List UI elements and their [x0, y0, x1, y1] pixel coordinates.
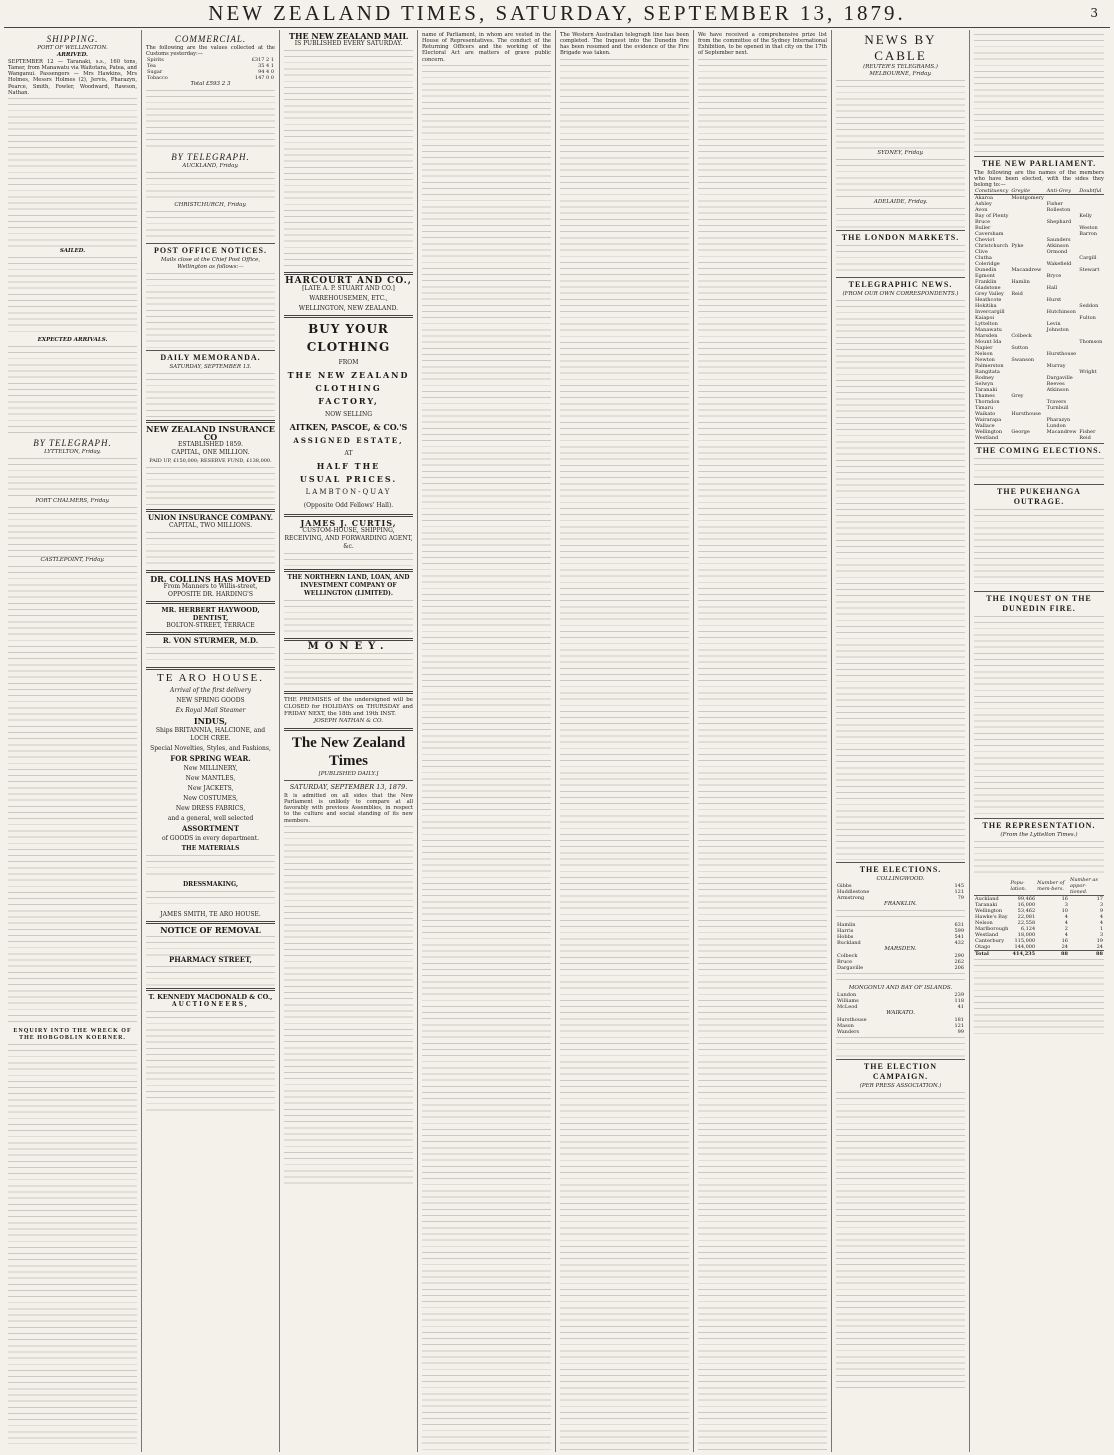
table-row: Marsden Colbeck: [975, 333, 1032, 340]
table-row: Mason 121: [837, 1023, 964, 1029]
text-block: [836, 159, 965, 199]
ad-line: New DRESS FABRICS,: [175, 805, 246, 813]
text-block: [146, 532, 275, 568]
table-row: Sugar 94 4 0: [147, 69, 274, 76]
ad-line: THE NEW ZEALAND: [287, 370, 410, 380]
table-row: Rangitata Wright: [975, 369, 1097, 376]
table-row: Nelson 22,558 4 4: [975, 920, 1103, 927]
ad-line: (Opposite Odd Fellows' Hall).: [303, 502, 394, 509]
text-block: [836, 300, 965, 860]
table-row: Dunedin Macandrew Stewart: [975, 267, 1100, 274]
memoranda-heading: DAILY MEMORANDA.: [160, 353, 261, 363]
macdonald-title: T. KENNEDY MACDONALD & CO.,: [148, 993, 273, 1002]
text-block: [974, 959, 1104, 1039]
table-row: Palmerston Murray: [975, 363, 1066, 370]
london-markets-heading: THE LONDON MARKETS.: [841, 233, 960, 242]
insurance-capital: CAPITAL, ONE MILLION.: [171, 449, 250, 457]
table-row: Waikato Hursthouse: [975, 411, 1041, 418]
ad-line: INDUS,: [193, 716, 228, 727]
table-row: Hobbs 541: [837, 934, 964, 940]
premises-sign: JOSEPH NATHAN & CO.: [313, 718, 383, 724]
table-row: Clive Ormond: [975, 249, 1068, 256]
table-row: Buller Weston: [975, 225, 1098, 232]
nz-times-title: The New Zealand Times: [291, 735, 406, 769]
table-row: Taranaki 16,000 3 3: [975, 902, 1103, 909]
money-ad: [284, 643, 413, 689]
melbourne-dateline: MELBOURNE, Friday.: [869, 71, 932, 77]
text-block: [146, 373, 275, 418]
text-block: [146, 1011, 275, 1111]
text-block: [836, 80, 965, 150]
nz-times-published: [PUBLISHED DAILY.]: [318, 771, 379, 777]
lyttelton-dateline: LYTTELTON, Friday.: [44, 448, 101, 455]
text-block: [284, 826, 413, 1186]
table-row: Nelson Hursthouse: [975, 351, 1077, 358]
text-block: [146, 891, 275, 909]
new-parliament-intro: The following are the names of the members who have been elected, with the sides they belong to:—: [974, 170, 1104, 189]
table-row: Napier Sutton: [975, 345, 1029, 352]
coming-elections-heading: THE COMING ELECTIONS.: [976, 446, 1102, 456]
table-row: Grey Valley Reid: [975, 291, 1023, 298]
table-row: Bruce 262: [837, 959, 964, 965]
text-block: [836, 973, 965, 985]
insurance-title: NEW ZEALAND INSURANCE CO: [146, 424, 275, 443]
dr-collins-line2: From Manners to Willis-street,: [163, 583, 258, 591]
table-row: Manawatu Johnston: [975, 327, 1069, 334]
sydney-dateline: SYDNEY, Friday.: [877, 150, 924, 156]
table-row: Bruce Shephard: [975, 219, 1072, 226]
union-ad: [146, 514, 275, 530]
ad-line: ASSIGNED ESTATE,: [293, 436, 404, 445]
text-block: [146, 936, 275, 956]
table-row: Kaiapoi Fulton: [975, 315, 1096, 322]
table-row: Cheviot Saunders: [975, 237, 1071, 244]
text-block: [836, 1037, 965, 1057]
column-local: [694, 30, 832, 1452]
ad-line: New COSTUMES,: [183, 795, 238, 803]
representation-table: [974, 877, 1104, 957]
table-row: Thorndon Travers: [975, 399, 1067, 406]
table-header-row: Constituency Greyite Anti-Grey Doubtful: [974, 188, 1104, 195]
text-block: [974, 841, 1104, 877]
nz-times-date: SATURDAY, SEPTEMBER 13, 1879.: [289, 783, 408, 791]
ad-line: FROM: [338, 359, 359, 366]
franklin-heading: FRANKLIN.: [884, 901, 917, 907]
customs-total: Total £593 2 3: [190, 81, 231, 88]
table-row: Marlborough 6,124 2 1: [975, 926, 1103, 933]
ad-line: LAMBTON-QUAY: [305, 488, 392, 496]
text-block: [836, 910, 965, 922]
ad-line: JAMES SMITH, TE ARO HOUSE.: [160, 911, 261, 919]
text-block: [836, 245, 965, 275]
curtis-title: JAMES J. CURTIS,: [300, 518, 397, 528]
ad-line: USUAL PRICES.: [299, 474, 398, 484]
text-block: [8, 507, 137, 557]
ad-line: DRESSMAKING,: [182, 881, 239, 889]
shipping-heading: SHIPPING.: [46, 34, 99, 44]
insurance-paid: PAID UP, £150,000; RESERVE FUND, £138,000.: [149, 458, 272, 465]
text-block: [8, 346, 137, 436]
table-row: Williams 118: [837, 998, 964, 1004]
customs-table: [146, 57, 275, 81]
table-row: Hursthouse 181: [837, 1017, 964, 1023]
castlepoint-dateline: CASTLEPOINT, Friday.: [40, 556, 105, 563]
news-by-cable-sub: (REUTER'S TELEGRAMS.): [863, 64, 938, 70]
text-block: [8, 566, 137, 1026]
representation-sub: (From the Lyttelton Times.): [1000, 832, 1078, 839]
newspaper-columns: [4, 30, 1110, 1452]
newspaper-title: NEW ZEALAND TIMES, SATURDAY, SEPTEMBER 13, 1879.: [208, 1, 906, 25]
parliament-table: [974, 188, 1104, 441]
ad-line: ASSORTMENT: [181, 824, 240, 834]
table-row: Newton Swanson: [975, 357, 1035, 364]
ad-line: Arrival of the first delivery: [170, 687, 251, 695]
masthead-rule: [4, 27, 1110, 28]
outrage-heading: THE PUKEHANGA OUTRAGE.: [997, 487, 1081, 507]
northern-land-ad: [284, 574, 413, 636]
text-block: [146, 467, 275, 507]
table-row: Bay of Plenty Kelly: [975, 213, 1092, 220]
table-row: Auckland 99,466 16 17: [975, 896, 1103, 903]
money-title: MONEY.: [307, 641, 390, 652]
ad-line: New MILLINERY,: [183, 765, 238, 773]
table-row: McLeod 41: [837, 1004, 964, 1010]
marsden-heading: MARSDEN.: [884, 946, 917, 952]
dr-collins-ad: [146, 575, 275, 599]
text-block: [974, 616, 1104, 816]
table-row: Hawke's Bay 22,081 4 4: [975, 914, 1103, 921]
removal-title: NOTICE OF REMOVAL: [160, 925, 261, 936]
northern-title: THE NORTHERN LAND, LOAN, AND INVESTMENT COMPANY OF WELLINGTON (LIMITED).: [287, 574, 410, 597]
table-row: Hamlin 631: [837, 922, 964, 928]
macdonald-ad: [146, 993, 275, 1111]
premises-text: THE PREMISES of the undersigned will be CLOSED for HOLIDAYS on THURSDAY and FRIDAY NEXT, the 18th and 19th INST.: [284, 697, 413, 717]
table-row: Lundon 239: [837, 992, 964, 998]
text-block: [284, 553, 413, 567]
table-row: Invercargill Hutchinson: [975, 309, 1076, 316]
union-title: UNION INSURANCE COMPANY.: [147, 513, 274, 523]
column-commercial: [142, 30, 280, 1452]
insurance-est: ESTABLISHED 1859.: [178, 441, 243, 449]
mongonui-heading: MONGONUI AND BAY OF ISLANDS.: [848, 985, 953, 991]
von-sturmer-ad: [146, 637, 275, 645]
table-row: Lyttelton Levin: [975, 321, 1061, 328]
adelaide-dateline: ADELAIDE, Friday.: [873, 199, 928, 205]
campaign-sub: (PER PRESS ASSOCIATION.): [859, 1083, 942, 1089]
ad-line: FOR SPRING WEAR.: [170, 754, 251, 764]
ad-line: NOW SELLING: [324, 411, 373, 418]
table-row: Tobacco 147 0 0: [147, 75, 274, 82]
mail-sub: IS PUBLISHED EVERY SATURDAY.: [294, 40, 403, 47]
mail-title: THE NEW ZEALAND MAIL: [288, 31, 408, 41]
table-row: Buckland 432: [837, 940, 964, 946]
text-block: [284, 653, 413, 689]
table-row: Akaroa Montgomery: [975, 195, 1044, 202]
text-block: [284, 50, 413, 270]
text-block: [8, 98, 137, 248]
te-aro-house-ad: [146, 672, 275, 919]
table-row: Otago 144,000 24 24: [975, 944, 1103, 951]
macdonald-sub: AUCTIONEERS,: [172, 1001, 249, 1009]
text-block: [974, 509, 1104, 589]
table-row: Wellington George Macandrew Fisher: [975, 429, 1096, 436]
mongonui-table: [836, 992, 965, 1010]
table-row: Westland Reid: [975, 435, 1091, 442]
port-heading: PORT OF WELLINGTON.: [37, 45, 108, 51]
arrived-text: SEPTEMBER 12 — Taranaki, s.s., 160 tons, Tamer, from Manawatu via Waitotara, Patea, and Wanganui. Passengers — Mrs Hawkins, Mrs Holmes, Messrs Holmes (2), Jervis, Pharazyn, Pearce, Smith, Fowler, Woodward, Rawson, Nathan.: [8, 59, 137, 96]
text-block: [284, 600, 413, 636]
table-row: Clutha Cargill: [975, 255, 1097, 262]
table-row: Canterbury 115,000 16 19: [975, 938, 1103, 945]
text-block: [146, 966, 275, 986]
table-row: Timaru Turnbull: [975, 405, 1069, 412]
von-sturmer-title: R. VON STURMER, M.D.: [162, 636, 259, 646]
haywood-ad: [146, 606, 275, 630]
pharmacy-title: PHARMACY STREET,: [169, 955, 252, 965]
enquiry-heading: ENQUIRY INTO THE WRECK OF THE HOBGOBLIN KOERNER.: [13, 1027, 132, 1041]
campaign-heading: THE ELECTION CAMPAIGN.: [863, 1062, 938, 1081]
sailed-heading: SAILED.: [59, 247, 86, 254]
text-block: [146, 647, 275, 665]
arrived-heading: ARRIVED.: [57, 52, 88, 58]
clothing-factory-ad: [284, 320, 413, 512]
ad-line: New JACKETS,: [187, 785, 234, 793]
text-block: [146, 172, 275, 202]
waikato-table: [836, 1017, 965, 1035]
column-parliament: [970, 30, 1108, 1452]
harcourt-ad: [284, 277, 413, 313]
curtis-sub: CUSTOM-HOUSE, SHIPPING, RECEIVING, AND FORWARDING AGENT, &c.: [284, 527, 413, 550]
table-row: Hokitika Seddon: [975, 303, 1099, 310]
table-row: Colbeck 290: [837, 953, 964, 959]
harcourt-title: HARCOURT AND CO.,: [285, 276, 412, 286]
ad-line: Special Novelties, Styles, and Fashions,: [150, 745, 271, 753]
christchurch-dateline: CHRISTCHURCH, Friday.: [174, 202, 247, 209]
memoranda-date: SATURDAY, SEPTEMBER 13.: [169, 364, 252, 371]
representation-heading: THE REPRESENTATION.: [982, 821, 1096, 831]
table-row: Gladstone Hall: [975, 285, 1058, 292]
text-block: [560, 59, 689, 1452]
by-telegraph-heading: BY TELEGRAPH.: [171, 152, 250, 163]
table-row: Christchurch Pyke Atkinson: [975, 243, 1069, 250]
harcourt-l3: WAREHOUSEMEN, ETC.,: [309, 295, 388, 302]
table-row: Ashley Fisher: [975, 201, 1063, 208]
table-row: Dargaville 206: [837, 965, 964, 971]
local-text: We have received a comprehensive prize list from the committee of the Sydney International Exhibition, to be opened in that city on the 17th of September next.: [698, 32, 827, 57]
text-block: [836, 208, 965, 228]
text-block: [8, 1044, 137, 1444]
ad-line: Ex Royal Mail Steamer: [175, 707, 246, 715]
new-parliament-heading: THE NEW PARLIAMENT.: [981, 159, 1097, 168]
marsden-table: [836, 953, 965, 971]
ad-line: Ships BRITANNIA, HALCIONE, and LOCH CREE.: [155, 727, 266, 743]
by-telegraph-heading: BY TELEGRAPH.: [33, 437, 112, 448]
representation-table-body: [974, 896, 1104, 958]
text-block: [698, 59, 827, 1452]
text-block: [8, 458, 137, 498]
text-block: [974, 458, 1104, 482]
table-row: Westland 18,000 4 3: [975, 932, 1103, 939]
table-row: Egmont Bryce: [975, 273, 1062, 280]
union-capital: CAPITAL, TWO MILLIONS.: [169, 522, 252, 530]
table-row: Wairarapa Pharazyn: [975, 417, 1071, 424]
te-aro-title: TE ARO HOUSE.: [157, 672, 264, 685]
ad-line: AITKEN, PASCOE, & CO.'S: [289, 422, 408, 432]
table-row: Mount Ida Thomson: [975, 339, 1103, 346]
waikato-heading: WAIKATO.: [886, 1010, 915, 1016]
haywood-line2: BOLTON-STREET, TERRACE: [166, 622, 255, 630]
ad-line: NEW SPRING GOODS: [176, 697, 245, 705]
editorial-lead: It is admitted on all sides that the New Parliament is unlikely to compare at all favorably with previous Assemblies, in respect to the culture and social standing of its new members.: [284, 793, 413, 824]
ad-line: HALF THE: [316, 461, 381, 471]
editorial-continued: name of Parliament, in whom are vested in the House of Representatives. The conduct of the Returning Officers and the working of the Electoral Act are matters of grave public concern.: [422, 32, 551, 63]
page-number: 3: [1090, 6, 1098, 20]
telegraphic-heading: TELEGRAPHIC NEWS.: [848, 280, 953, 289]
column-cable: [832, 30, 970, 1452]
expected-heading: EXPECTED ARRIVALS.: [37, 336, 108, 343]
text-block: [146, 855, 275, 879]
table-row: Huddlestone 121: [837, 889, 964, 895]
ad-line: New MANTLES,: [185, 775, 236, 783]
table-row: Gibbs 145: [837, 883, 964, 889]
news-by-cable-title: NEWS BY CABLE: [864, 32, 937, 63]
curtis-ad: [284, 519, 413, 567]
text-block: [974, 34, 1104, 154]
text-block: [8, 257, 137, 337]
table-row: Heathcote Hurst: [975, 297, 1062, 304]
auckland-dateline: AUCKLAND, Friday.: [182, 163, 239, 170]
post-office-sub: Mails close at the Chief Post Office, Wellington as follows:—: [160, 257, 261, 271]
column-editorial: [418, 30, 556, 1452]
table-row: Wallace Lundon: [975, 423, 1066, 430]
ad-line: BUY YOUR CLOTHING: [306, 322, 391, 354]
text-block: [146, 273, 275, 348]
table-row: Rodney Dargaville: [975, 375, 1073, 382]
table-row: Thames Grey: [975, 393, 1024, 400]
ad-line: CLOTHING FACTORY,: [315, 383, 382, 406]
text-block: [422, 65, 551, 1452]
harcourt-l4: WELLINGTON, NEW ZEALAND.: [298, 305, 399, 312]
elections-heading: THE ELECTIONS.: [859, 865, 942, 874]
table-row: Selwyn Reeves: [975, 381, 1065, 388]
franklin-table: [836, 922, 965, 946]
table-row: Harris 599: [837, 928, 964, 934]
text-block: [836, 1092, 965, 1392]
table-row: Tea 35 4 1: [147, 63, 274, 70]
customs-intro: The following are the values collected at the Customs yesterday:—: [146, 45, 275, 58]
telegraphic-sub: (FROM OUR OWN CORRESPONDENTS.): [842, 291, 959, 297]
haywood-title: MR. HERBERT HAYWOOD, DENTIST,: [161, 606, 260, 623]
insurance-ad: [146, 425, 275, 465]
table-row: Avon Rolleston: [975, 207, 1071, 214]
removal-ad: [146, 926, 275, 986]
table-row: Spirits £317 2 1: [147, 57, 274, 64]
news-text: The Western Australian telegraph line has been completed. The Inquest into the Dunedin fire has been resumed and the evidence of the Fire Brigade was taken.: [560, 32, 689, 57]
collingwood-heading: COLLINGWOOD.: [876, 876, 925, 882]
text-block: [146, 90, 275, 150]
text-block: [146, 211, 275, 241]
table-row: Caversham Barron: [975, 231, 1097, 238]
parliament-table-body: [974, 195, 1104, 442]
port-chalmers-dateline: PORT CHALMERS, Friday.: [35, 497, 110, 504]
table-row: Wellington 53,462 10 9: [975, 908, 1103, 915]
table-row: Coleridge Wakefield: [975, 261, 1072, 268]
ad-line: of GOODS in every department.: [161, 835, 260, 843]
dr-collins-title: DR. COLLINS HAS MOVED: [150, 574, 271, 585]
table-header-row: Popu-lation. Number of mem-bers. Number as appor-tioned.: [974, 877, 1104, 896]
ad-line: THE MATERIALS: [181, 845, 240, 853]
ad-line: AT: [344, 450, 353, 457]
table-row: Taranaki Atkinson: [975, 387, 1069, 394]
table-row: Franklin Hamlin: [975, 279, 1030, 286]
mail-ad: [284, 32, 413, 48]
column-shipping: [4, 30, 142, 1452]
table-row: Wanders 99: [837, 1029, 964, 1035]
collingwood-table: [836, 883, 965, 901]
column-ads: [280, 30, 418, 1452]
ad-line: and a general, well selected: [167, 815, 254, 823]
dr-collins-line3: OPPOSITE DR. HARDING'S: [168, 591, 253, 599]
harcourt-l2: [LATE A. P. STUART AND CO.]: [302, 285, 395, 292]
premises-notice: [284, 697, 413, 725]
table-total-row: Total 414,235 88 88: [975, 951, 1103, 958]
table-row: Armstrong 79: [837, 895, 964, 901]
column-news: [556, 30, 694, 1452]
masthead: [0, 0, 1114, 26]
post-office-heading: POST OFFICE NOTICES.: [154, 246, 267, 256]
inquest-heading: THE INQUEST ON THE DUNEDIN FIRE.: [986, 594, 1092, 614]
commercial-heading: COMMERCIAL.: [174, 34, 247, 44]
